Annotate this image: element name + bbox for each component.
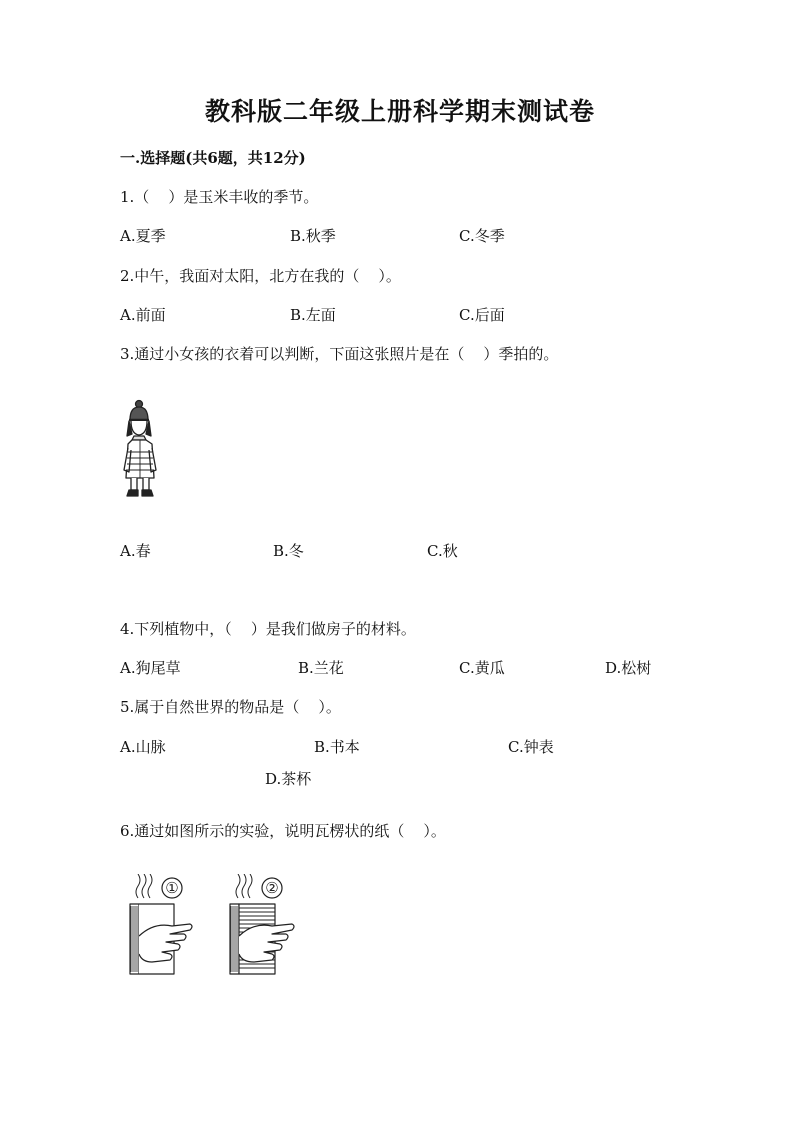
q5-option-a: A.山脉 bbox=[120, 738, 166, 756]
question-5-stem: 5.属于自然世界的物品是（ ）。 bbox=[120, 698, 341, 716]
question-2-stem: 2.中午，我面对太阳，北方在我的（ ）。 bbox=[120, 267, 401, 285]
q1-option-a: A.夏季 bbox=[120, 227, 166, 245]
q5-option-c: C.钟表 bbox=[508, 738, 554, 756]
q2-option-c: C.后面 bbox=[459, 306, 505, 324]
experiment-label-1: ① bbox=[165, 879, 179, 897]
q4-option-a: A.狗尾草 bbox=[120, 659, 181, 677]
q4-option-c: C.黄瓜 bbox=[459, 659, 505, 677]
q1-option-c: C.冬季 bbox=[459, 227, 505, 245]
experiment-label-2: ② bbox=[265, 879, 279, 897]
question-6-stem: 6.通过如图所示的实验，说明瓦楞状的纸（ ）。 bbox=[120, 822, 446, 840]
question-1-stem: 1.（ ）是玉米丰收的季节。 bbox=[120, 188, 319, 206]
experiment-figure-1 bbox=[124, 874, 196, 978]
q3-option-c: C.秋 bbox=[427, 542, 458, 560]
q3-option-a: A.春 bbox=[120, 542, 151, 560]
q4-option-b: B.兰花 bbox=[298, 659, 344, 677]
question-4-stem: 4.下列植物中，（ ）是我们做房子的材料。 bbox=[120, 620, 416, 638]
q5-option-d: D.茶杯 bbox=[265, 770, 312, 788]
q1-option-b: B.秋季 bbox=[290, 227, 336, 245]
experiment-figure-2 bbox=[224, 874, 300, 978]
q2-option-a: A.前面 bbox=[120, 306, 166, 324]
section-heading: 一.选择题(共6题，共12分) bbox=[120, 149, 306, 167]
girl-winter-coat-figure bbox=[118, 398, 164, 502]
page-title: 教科版二年级上册科学期末测试卷 bbox=[204, 97, 595, 126]
q3-option-b: B.冬 bbox=[273, 542, 304, 560]
q4-option-d: D.松树 bbox=[605, 659, 652, 677]
q5-option-b: B.书本 bbox=[314, 738, 360, 756]
q2-option-b: B.左面 bbox=[290, 306, 336, 324]
question-3-stem: 3.通过小女孩的衣着可以判断，下面这张照片是在（ ）季拍的。 bbox=[120, 345, 559, 363]
